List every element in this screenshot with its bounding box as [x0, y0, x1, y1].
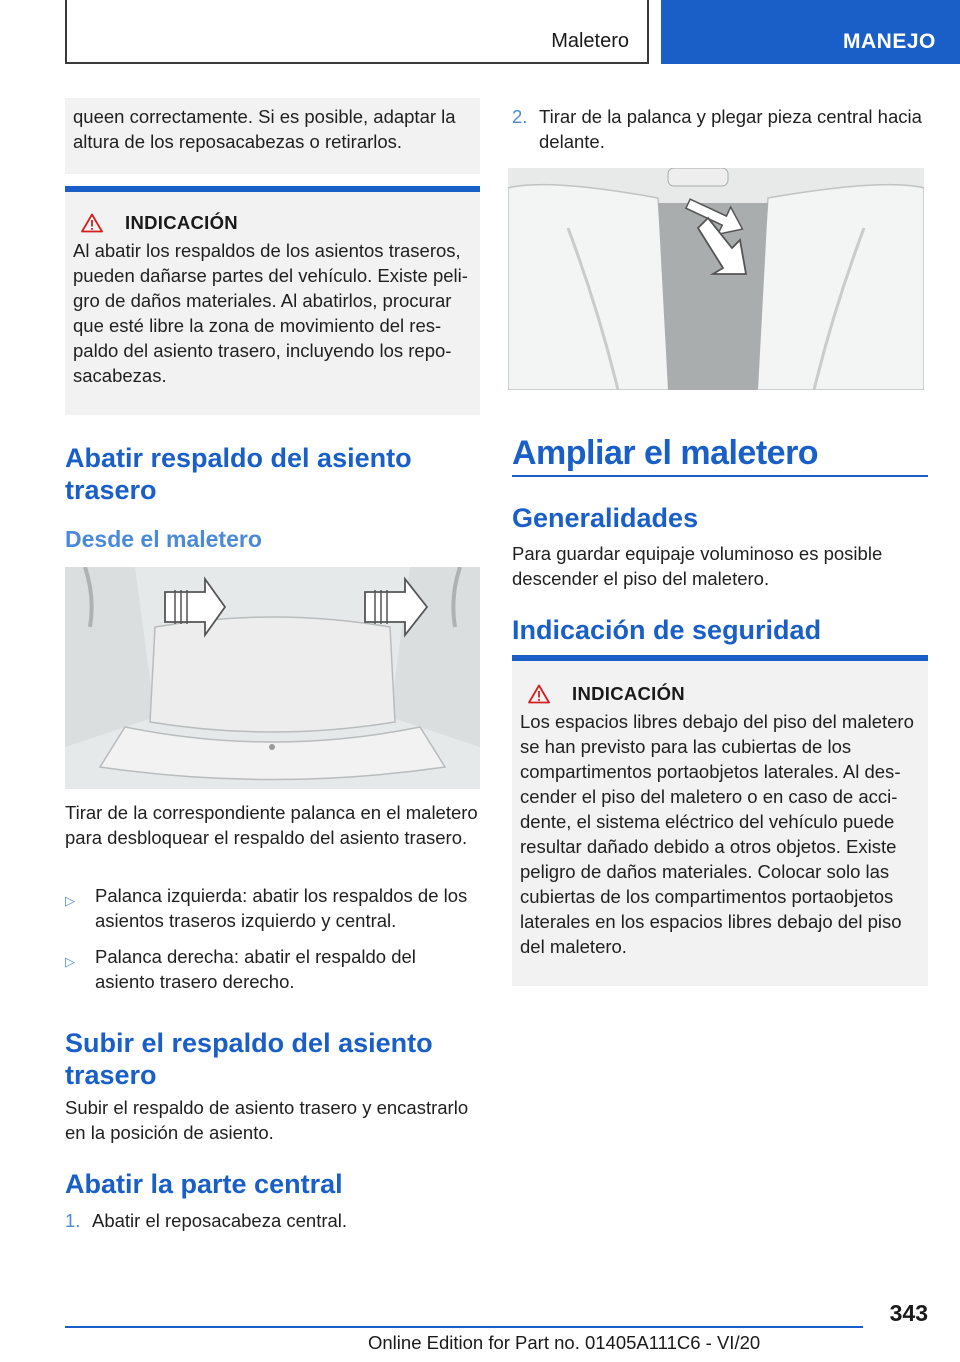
center-seat-illustration [508, 168, 924, 390]
paragraph-tirar-palanca: Tirar de la correspondiente palanca en el maletero para desbloquear el respaldo del asiento trasero. [65, 802, 478, 848]
heading-desde-maletero: Desde el maletero [65, 526, 262, 552]
header-chapter-tab[interactable] [661, 0, 960, 64]
page-number: 343 [889, 1300, 928, 1326]
notice-text-right: Los espacios libres debajo del piso del maletero se han previsto para las cubiertas de los compartimentos portaobjetos laterales. Al descender el piso del maletero o en caso de accidente, el sistema eléctrico del vehículo puede resultar dañado debido a otros objetos. Existe peligro de daños materiales. Colocar solo las cubiertas de los compartimentos portaobjetos laterales en los espacios libres debajo del piso del maletero. [520, 711, 914, 957]
list-item [65, 883, 480, 933]
bullet-text: Palanca derecha: abatir el respaldo del asiento trasero derecho. [95, 946, 416, 992]
heading-ampliar-maletero: Ampliar el maletero [512, 434, 819, 472]
heading-rule [512, 475, 928, 477]
header-frame [65, 0, 649, 64]
heading-subir-respaldo: Subir el respaldo del asiento trasero [65, 1028, 433, 1090]
notice-heading-right [520, 683, 920, 705]
step-text: Abatir el reposacabeza central. [92, 1210, 348, 1231]
header-chapter-label: MANEJO [843, 30, 936, 53]
notice-left [65, 212, 480, 388]
step-number: 1. [65, 1210, 81, 1231]
warning-icon [528, 684, 550, 704]
paragraph-subir: Subir el respaldo de asiento trasero y encastrarlo en la posición de asiento. [65, 1097, 469, 1143]
warning-icon [81, 213, 103, 233]
list-item [65, 944, 480, 994]
header-section-title: Maletero [551, 30, 629, 52]
trunk-lever-illustration [65, 567, 480, 789]
notice-text-left: Al abatir los respaldos de los asientos traseros, pueden dañarse partes del vehículo. Existe peligro de daños materiales. Al abatirlos, procurar que esté libre la zona de movimiento del respaldo del asiento trasero, incluyendo los reposacabezas. [73, 240, 468, 386]
heading-abatir-respaldo: Abatir respaldo del asiento trasero [65, 443, 412, 505]
notice-title-right: INDICACIÓN [572, 683, 685, 704]
notice-right [512, 683, 928, 959]
edition-note: Online Edition for Part no. 01405A111C6 - VI/20 [368, 1332, 761, 1353]
step-text: Tirar de la palanca y plegar pieza central hacia delante. [539, 106, 922, 152]
heading-seguridad: Indicación de seguridad [512, 615, 822, 645]
heading-abatir-central: Abatir la parte central [65, 1169, 343, 1199]
lever-bullet-list [65, 883, 480, 994]
triangle-bullet-icon: ▷ [65, 954, 75, 969]
triangle-bullet-icon: ▷ [65, 893, 75, 908]
heading-generalidades: Generalidades [512, 503, 699, 533]
step-2 [512, 104, 928, 154]
footer-rule [65, 1326, 863, 1328]
bullet-text: Palanca izquierda: abatir los respaldos de los asientos traseros izquierdo y central. [95, 885, 468, 931]
paragraph-generalidades: Para guardar equipaje voluminoso es posible descender el piso del maletero. [512, 543, 883, 589]
step-1 [65, 1208, 480, 1233]
step-number: 2. [512, 106, 528, 127]
notice-heading-left [73, 212, 472, 234]
notice-title-left: INDICACIÓN [125, 212, 238, 233]
intro-text: queen correctamente. Si es posible, adaptar la altura de los reposacabezas o retirarlos. [73, 106, 456, 152]
